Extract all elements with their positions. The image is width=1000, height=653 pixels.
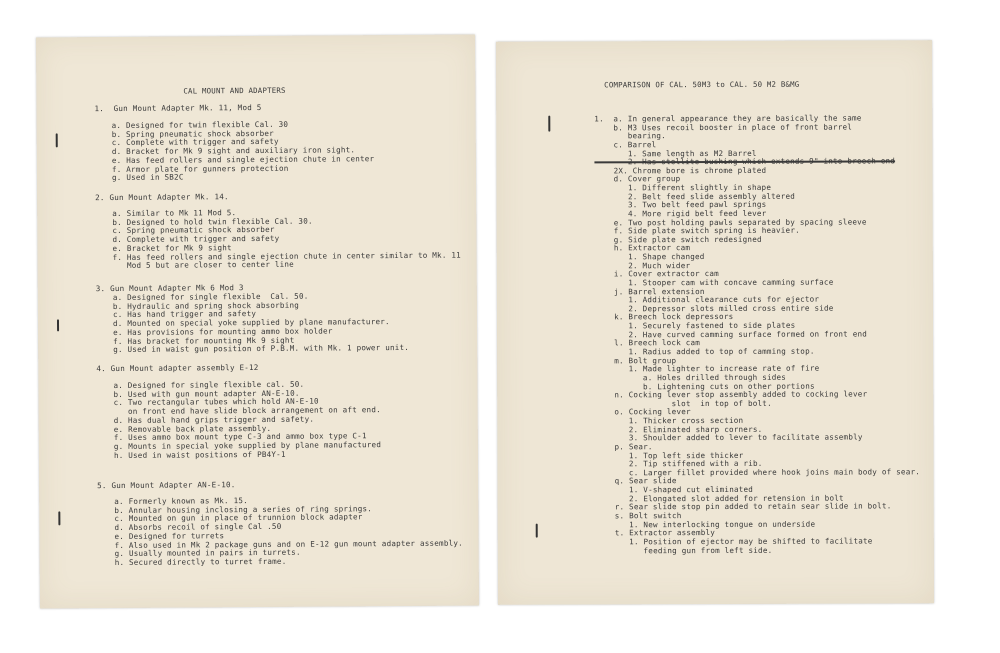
document-page-left: [36, 34, 479, 608]
section-heading: 3. Gun Mount Adapter Mk 6 Mod 3: [95, 283, 244, 294]
list-item: d. Has dual hand grips trigger and safety.: [113, 414, 315, 425]
list-item: 1. Made lighter to increase rate of fire: [595, 363, 820, 374]
list-item: 2X. Chrome bore is chrome plated: [594, 165, 767, 176]
list-item: i. Cover extractor cam: [594, 269, 719, 279]
page-title: CAL MOUNT AND ADAPTERS: [183, 85, 286, 96]
list-item: d. Absorbs recoil of single Cal .50: [114, 521, 282, 533]
list-item: c. Complete with trigger and safety: [111, 137, 279, 148]
list-item: e. Two post holding pawls separated by spacing sleeve: [594, 217, 867, 227]
list-item: 1. Securely fastened to side plates: [594, 320, 796, 331]
list-item: p. Sear.: [595, 442, 653, 452]
list-item: h. Secured directly to turret frame.: [114, 556, 287, 567]
list-item: bearing.: [594, 131, 666, 141]
list-item: 3. Shoulder added to lever to facilitate assembly: [595, 432, 863, 443]
list-item: d. Mounted on special yoke supplied by plane manufacturer.: [112, 317, 390, 329]
list-item: 1. Stooper cam with concave camming surface: [594, 277, 834, 288]
list-item: r. Sear slide stop pin added to retain sear slide in bolt.: [595, 501, 892, 512]
list-item: g. Used in waist gun position of P.B.M. with Mk. 1 power unit.: [113, 343, 410, 355]
list-item: e. Removable back plate assembly.: [113, 423, 272, 434]
list-item: m. Bolt group: [595, 355, 677, 366]
list-item: q. Sear slide: [595, 476, 677, 486]
list-item: c. Spring pneumatic shock absorber: [112, 225, 275, 236]
list-item: 2. Tip stiffened with a rib.: [595, 459, 763, 469]
list-item: b. Used with gun mount adapter AN-E-10.: [113, 388, 300, 399]
binder-hole-mark: [58, 511, 60, 525]
list-item: 1. Shape changed: [594, 252, 705, 262]
list-item: 3. Two belt feed pawl springs: [594, 200, 767, 210]
list-item: c. Barrel: [594, 140, 657, 150]
list-item: slot in top of bolt.: [595, 398, 772, 409]
list-item: h. Used in waist positions of PB4Y-1: [113, 449, 286, 460]
list-item: 1. Same length as M2 Barrel: [594, 148, 757, 158]
list-item: a. Formerly known as Mk. 15.: [114, 496, 248, 507]
list-item: 1. Top left side thicker: [595, 450, 744, 460]
list-item: f. Has bracket for mounting Mk 9 sight: [113, 335, 295, 346]
list-item: 2. Has stellite bushing which extends 9" into breech end: [594, 156, 896, 167]
list-item: Mod 5 but are closer to center line: [112, 259, 294, 271]
list-item: 1. V-shaped cut eliminated: [595, 484, 754, 495]
list-item: o. Cocking lever: [595, 407, 691, 417]
binder-hole-mark: [536, 524, 538, 538]
list-item: 4. More rigid belt feed lever: [594, 208, 767, 219]
list-item: 2. Have curved camming surface formed on front end: [595, 329, 868, 340]
list-item: c. Larger fillet provided where hook joins main body of sear.: [595, 467, 921, 478]
binder-hole-mark: [57, 319, 59, 331]
list-item: feeding gun from left side.: [595, 545, 773, 555]
list-item: k. Breech lock depressors: [594, 312, 734, 322]
list-item: 2. Elongated slot added for retension in bolt: [595, 493, 844, 504]
list-item: d. Cover group: [594, 174, 681, 184]
list-item: 1. New interlocking tongue on underside: [595, 519, 816, 530]
list-item: g. Usually mounted in pairs in turrets.: [114, 547, 301, 559]
list-item: n. Cocking lever stop assembly added to cocking lever: [595, 389, 868, 400]
binder-hole-mark: [548, 116, 550, 132]
list-item: e. Designed for turrets: [114, 531, 225, 541]
list-item: 2. Depressor slots milled cross entire side: [594, 303, 834, 314]
list-item: a. Designed for single flexible Cal. 50.: [112, 291, 309, 303]
list-item: 2. Belt feed slide assembly altered: [594, 191, 795, 202]
list-item: d. Bracket for Mk 9 sight and auxiliary iron sight.: [111, 145, 356, 157]
list-item: 1. Different slightly in shape: [594, 182, 772, 193]
list-item: f. Side plate switch spring is heavier.: [594, 225, 800, 236]
list-item: a. Similar to Mk 11 Mod 5.: [112, 208, 237, 219]
list-item: 1. Thicker cross section: [595, 415, 744, 426]
list-item: b. Designed to hold twin flexible Cal. 30.: [112, 216, 313, 227]
list-item: f. Also used in Mk 2 package guns and on E-12 gun mount adapter assembly.: [114, 538, 463, 550]
list-item: s. Bolt switch: [595, 511, 682, 521]
list-item: c. Mounted on gun in place of trunnion block adapter: [114, 512, 363, 524]
binder-hole-mark: [56, 133, 58, 147]
list-item: b. Lightening cuts on other portions: [595, 381, 815, 391]
list-item: f. Armor plate for gunners protection: [111, 163, 289, 174]
list-item: 1. Position of ejector may be shifted to facilitate: [595, 536, 873, 547]
list-item: 1. Additional clearance cuts for ejector: [594, 294, 820, 305]
list-item: c. Has hand trigger and safety: [112, 309, 257, 320]
list-item: e. Has provisions for mounting ammo box holder: [113, 326, 333, 337]
list-item: a. Designed for twin flexible Cal. 30: [111, 119, 289, 131]
list-item: b. M3 Uses recoil booster in place of front barrel: [594, 122, 853, 133]
page-title: COMPARISON OF CAL. 50M3 to CAL. 50 M2 B&MG: [604, 79, 800, 90]
list-item: b. Spring pneumatic shock absorber: [111, 128, 274, 139]
list-item: e. Bracket for Mk 9 sight: [112, 242, 232, 253]
section-heading: 4. Gun Mount adapter assembly E-12: [96, 362, 259, 374]
list-item: 1. a. In general appearance they are basically the same: [594, 113, 862, 124]
list-item: g. Mounts in special yoke supplied by plane manufactured: [113, 440, 382, 451]
document-page-right: [496, 40, 934, 605]
list-item: 2. Eliminated sharp corners.: [595, 424, 763, 435]
list-item: g. Used in SB2C: [111, 172, 184, 183]
list-item: a. Holes drilled through sides: [595, 372, 787, 383]
list-item: on front end have slide block arrangement on aft end.: [113, 405, 381, 417]
list-item: 1. Radius added to top of camming stop.: [595, 346, 815, 357]
list-item: t. Extractor assembly: [595, 528, 716, 538]
list-item: c. Two rectangular tubes which hold AN-E-10: [113, 396, 319, 408]
list-item: a. Designed for single flexible cal. 50.: [113, 379, 305, 391]
list-item: g. Side plate switch redesigned: [594, 234, 762, 245]
list-item: l. Breech lock cam: [595, 338, 701, 348]
list-item: f. Has feed rollers and single ejection chute in center similar to Mk. 11: [112, 250, 461, 262]
list-item: 2. Much wider: [594, 260, 691, 271]
section-heading: 2. Gun Mount Adapter Mk. 14.: [95, 192, 229, 203]
list-item: b. Annular housing inclosing a series of ring springs.: [114, 503, 373, 515]
list-item: e. Has feed rollers and single ejection chute in center: [111, 153, 375, 165]
list-item: h. Extractor cam: [594, 243, 691, 253]
list-item: j. Barrel extension: [594, 286, 705, 297]
section-heading: 5. Gun Mount Adapter AN-E-10.: [97, 480, 236, 491]
list-item: f. Uses ammo box mount type C-3 and ammo box type C-1: [113, 431, 367, 443]
list-item: b. Hydraulic and spring shock absorbing: [112, 300, 300, 311]
list-item: d. Complete with trigger and safety: [112, 233, 280, 245]
section-heading: 1. Gun Mount Adapter Mk. 11, Mod 5: [94, 102, 262, 114]
